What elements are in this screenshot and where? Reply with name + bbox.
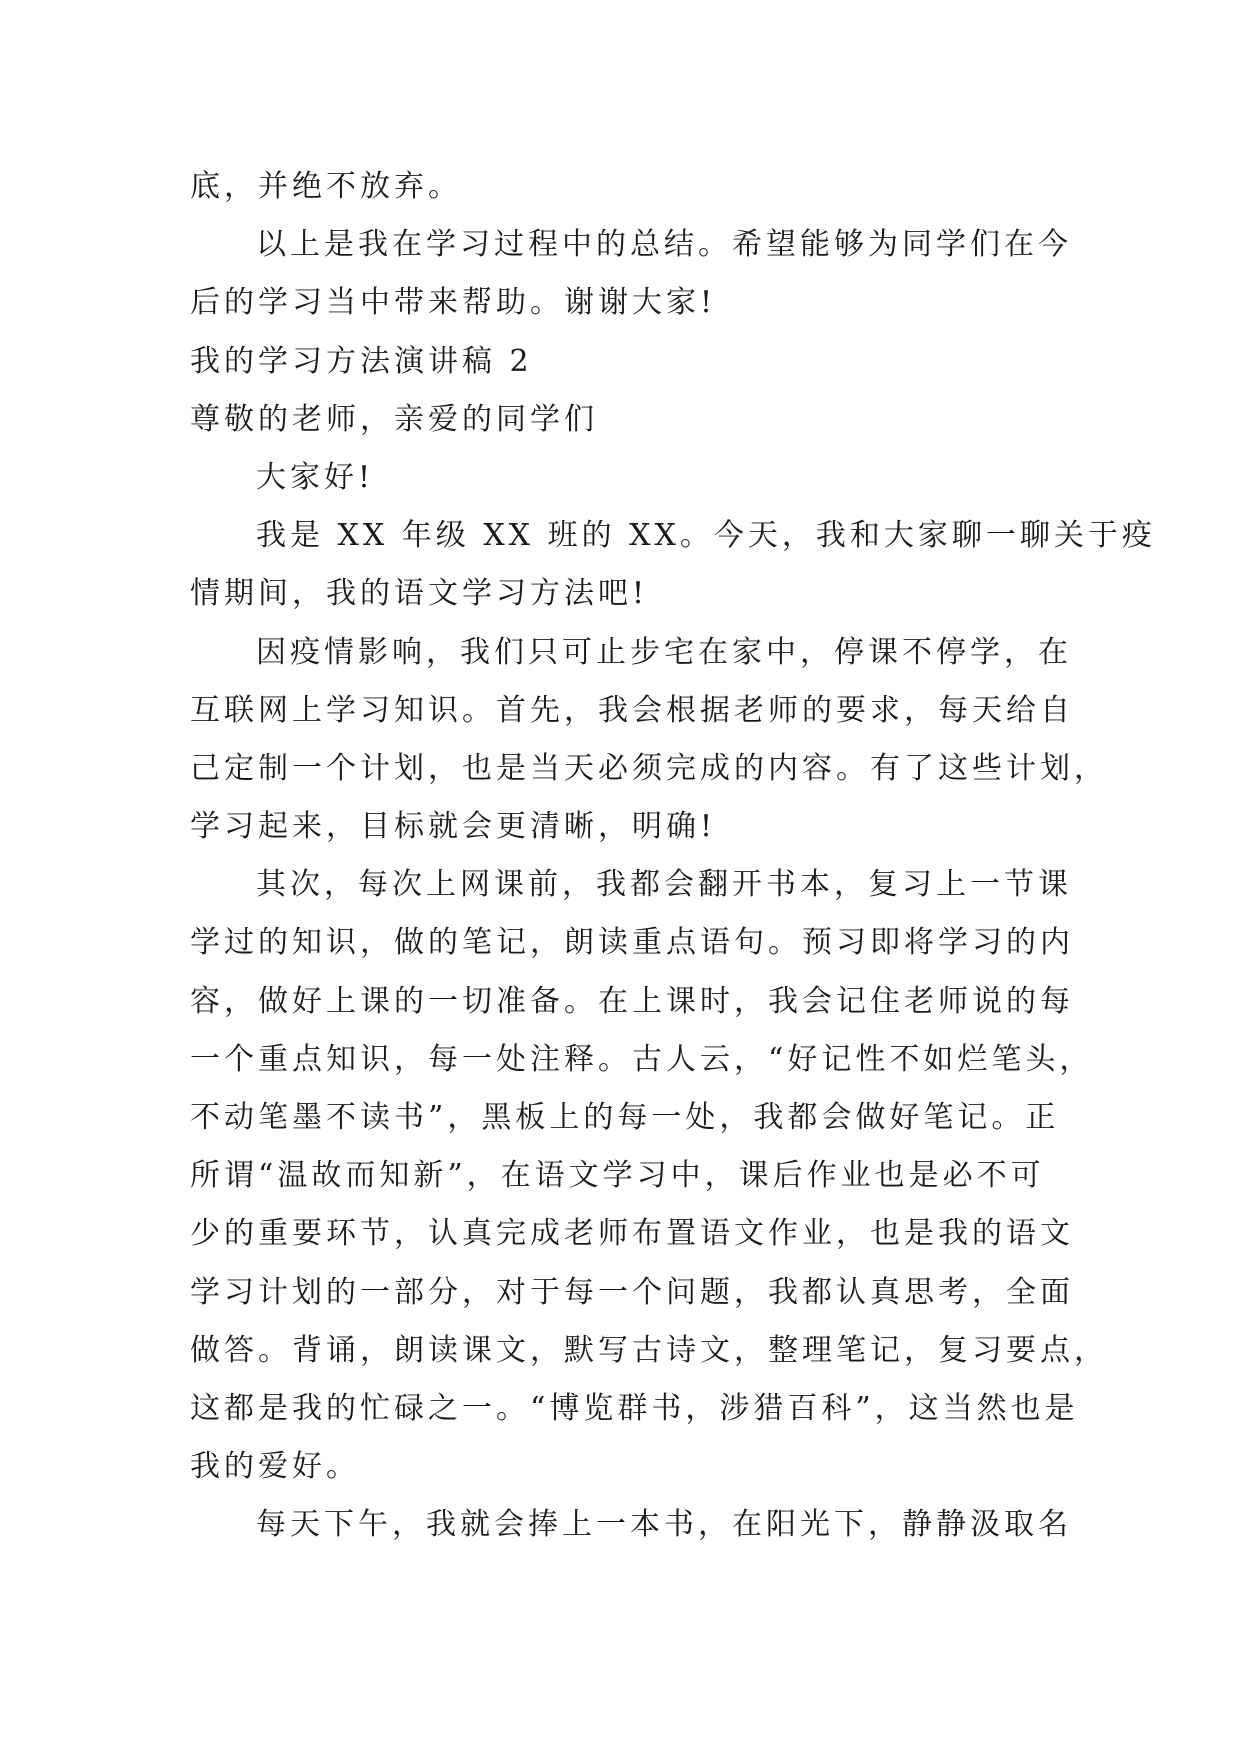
text-line: 后的学习当中带来帮助。谢谢大家! — [190, 285, 717, 321]
text-line: 学习计划的一部分，对于每一个问题，我都认真思考，全面 — [190, 1274, 1074, 1310]
text-line: 做答。背诵，朗读课文，默写古诗文，整理笔记，复习要点， — [190, 1332, 1108, 1368]
text-line: 容，做好上课的一切准备。在上课时，我会记住老师说的每 — [190, 983, 1074, 1019]
text-line: 这都是我的忙碌之一。“博览群书，涉猎百科”，这当然也是 — [190, 1390, 1079, 1426]
text-line: 一个重点知识，每一处注释。古人云，“好记性不如烂笔头， — [190, 1041, 1094, 1077]
text-line: 大家好! — [256, 459, 375, 495]
text-line: 底，并绝不放弃。 — [190, 169, 462, 204]
text-line: 不动笔墨不读书”，黑板上的每一处，我都会做好笔记。正 — [190, 1100, 1060, 1135]
text-line: 情期间，我的语文学习方法吧! — [190, 576, 649, 612]
document-body — [190, 158, 1156, 1555]
text-line: 我的爱好。 — [190, 1449, 360, 1485]
text-line: 学习起来，目标就会更清晰，明确! — [190, 809, 717, 845]
text-line: 每天下午，我就会捧上一本书，在阳光下，静静汲取名 — [256, 1507, 1072, 1543]
text-line: 我是 XX 年级 XX 班的 XX。今天，我和大家聊一聊关于疫 — [256, 518, 1156, 554]
text-line: 己定制一个计划，也是当天必须完成的内容。有了这些计划， — [190, 750, 1108, 786]
text-line: 互联网上学习知识。首先，我会根据老师的要求，每天给自 — [190, 692, 1074, 728]
text-line: 我的学习方法演讲稿 2 — [190, 343, 533, 379]
text-line: 少的重要环节，认真完成老师布置语文作业，也是我的语文 — [190, 1216, 1074, 1252]
text-line: 学过的知识，做的笔记，朗读重点语句。预习即将学习的内 — [190, 925, 1074, 961]
text-line: 以上是我在学习过程中的总结。希望能够为同学们在今 — [256, 227, 1072, 263]
text-line: 其次，每次上网课前，我都会翻开书本，复习上一节课 — [256, 867, 1072, 903]
text-line: 所谓“温故而知新”，在语文学习中，课后作业也是必不可 — [190, 1158, 1045, 1194]
text-line: 因疫情影响，我们只可止步宅在家中，停课不停学，在 — [256, 634, 1072, 670]
text-line: 尊敬的老师，亲爱的同学们 — [190, 401, 598, 437]
